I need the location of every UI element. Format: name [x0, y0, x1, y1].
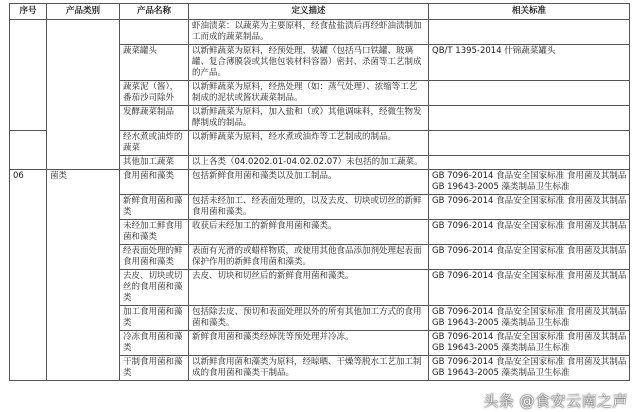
- standards-table: [9, 3, 630, 381]
- table-row: [10, 20, 630, 45]
- cell-standard: GB 7096-2014 食品安全国家标准 食用菌及其制品 GB 19643-2005 藻类制品卫生标准: [429, 331, 630, 356]
- cell-product-name: 去皮、切块或切丝的食用菌和藻类: [120, 270, 189, 306]
- cell-description: 去皮、切块和切丝后的新鲜食用菌和藻类。: [189, 270, 429, 306]
- cell-product-name: 发酵蔬菜制品: [120, 106, 189, 131]
- cell-description: 以新鲜蔬菜为原料，加入盐和（或）其他调味料，经微生物发酵制成的制品。: [189, 106, 429, 131]
- cell-description: 包括新鲜食用菌和藻类以及加工制品。: [189, 170, 429, 195]
- cell-standard: [429, 106, 630, 131]
- cell-standard: GB 7096-2014 食品安全国家标准 食用菌及其制品 GB 19643-2005 藻类制品卫生标准: [429, 306, 630, 331]
- cell-description: 以新鲜食用菌和藻类为原料，经晾晒、干燥等脱水工艺加工制成的食用菌和藻类干制品。: [189, 356, 429, 381]
- cell-product-name: 蔬菜泥（酱），番茄沙司除外: [120, 81, 189, 106]
- cell-standard: QB/T 1395-2014 什锦蔬菜罐头: [429, 45, 630, 81]
- table-row: [10, 170, 630, 195]
- cell-product-name: 新鲜食用菌和藻类: [120, 195, 189, 220]
- cell-product-name: 其他加工蔬菜: [120, 156, 189, 170]
- header-name: 产品名称: [120, 4, 189, 20]
- watermark: 头条 @食安云南之声: [483, 392, 628, 410]
- cell-product-name: 经表面处理的鲜食用菌和藻类: [120, 245, 189, 270]
- cell-standard: GB 7096-2014 食品安全国家标准 食用菌及其制品: [429, 195, 630, 220]
- cell-standard: GB 7096-2014 食品安全国家标准 食用菌及其制品: [429, 220, 630, 245]
- cell-standard: GB 7096-2014 食品安全国家标准 食用菌及其制品 GB 19643-2005 藻类制品卫生标准: [429, 170, 630, 195]
- header-standard: 相关标准: [429, 4, 630, 20]
- cell-product-name: 蔬菜罐头: [120, 45, 189, 81]
- cell-standard: [429, 81, 630, 106]
- cell-standard: GB 7096-2014 食品安全国家标准 食用菌及其制品 GB 19643-2005 藻类制品卫生标准: [429, 356, 630, 381]
- cell-description: 以新鲜蔬菜为原料，经热处理（如：蒸气处理）、浓缩等工艺制成的泥状或酱状蔬菜制品。: [189, 81, 429, 106]
- cell-category: 菌类: [47, 170, 120, 381]
- cell-standard: GB 7096-2014 食品安全国家标准 食用菌及其制品: [429, 245, 630, 270]
- cell-product-name: [120, 20, 189, 45]
- cell-category: [47, 20, 120, 170]
- cell-description: 以上各类（04.0202.01-04.02.02.07）未包括的加工蔬菜。: [189, 156, 429, 170]
- cell-product-name: 未经加工鲜食用菌和藻类: [120, 220, 189, 245]
- cell-product-name: 加工食用菌和藻类: [120, 306, 189, 331]
- cell-product-name: 食用菌和藻类: [120, 170, 189, 195]
- cell-description: 表面有光滑的或蜡样物质，或使用其他食品添加剂处理起表面保护作用的新鲜食用菌和藻类。: [189, 245, 429, 270]
- cell-standard: GB 7096-2014 食品安全国家标准 食用菌及其制品: [429, 270, 630, 306]
- cell-product-name: 经水煮或油炸的蔬菜: [120, 131, 189, 156]
- cell-standard: [429, 20, 630, 45]
- header-no: 序号: [10, 4, 47, 20]
- cell-description: 包括未经加工、经表面处理的，以及去皮、切块或切丝的新鲜食用菌和藻类。: [189, 195, 429, 220]
- cell-no: [10, 131, 47, 170]
- header-description: 定义描述: [189, 4, 429, 20]
- cell-standard: [429, 156, 630, 170]
- cell-description: 虾油渍菜：以蔬菜为主要原料，经食盐盐渍后再经虾油渍制加工而成的蔬菜制品。: [189, 20, 429, 45]
- header-category: 产品类别: [47, 4, 120, 20]
- cell-description: 收获后未经加工的新鲜食用菌和藻类。: [189, 220, 429, 245]
- cell-no: 06: [10, 170, 47, 381]
- cell-description: 新鲜食用菌和藻类经焯洗等预处理并冷冻。: [189, 331, 429, 356]
- cell-description: 以新鲜蔬菜为原料，经预处理、装罐（包括马口铁罐、玻璃罐、复合薄膜袋或其他包装材料容器）密封、杀菌等工艺制成的产品。: [189, 45, 429, 81]
- cell-description: 包括除去皮、预切和表面处理以外的所有其他加工方式的食用菌和藻类。: [189, 306, 429, 331]
- cell-description: 以新鲜蔬菜为原料，经水煮或油炸等工艺制成的制品。: [189, 131, 429, 156]
- cell-product-name: 冷冻食用菌和藻类: [120, 331, 189, 356]
- cell-product-name: 干制食用菌和藻类: [120, 356, 189, 381]
- cell-standard: [429, 131, 630, 156]
- cell-no: [10, 20, 47, 131]
- table-header: [10, 4, 630, 20]
